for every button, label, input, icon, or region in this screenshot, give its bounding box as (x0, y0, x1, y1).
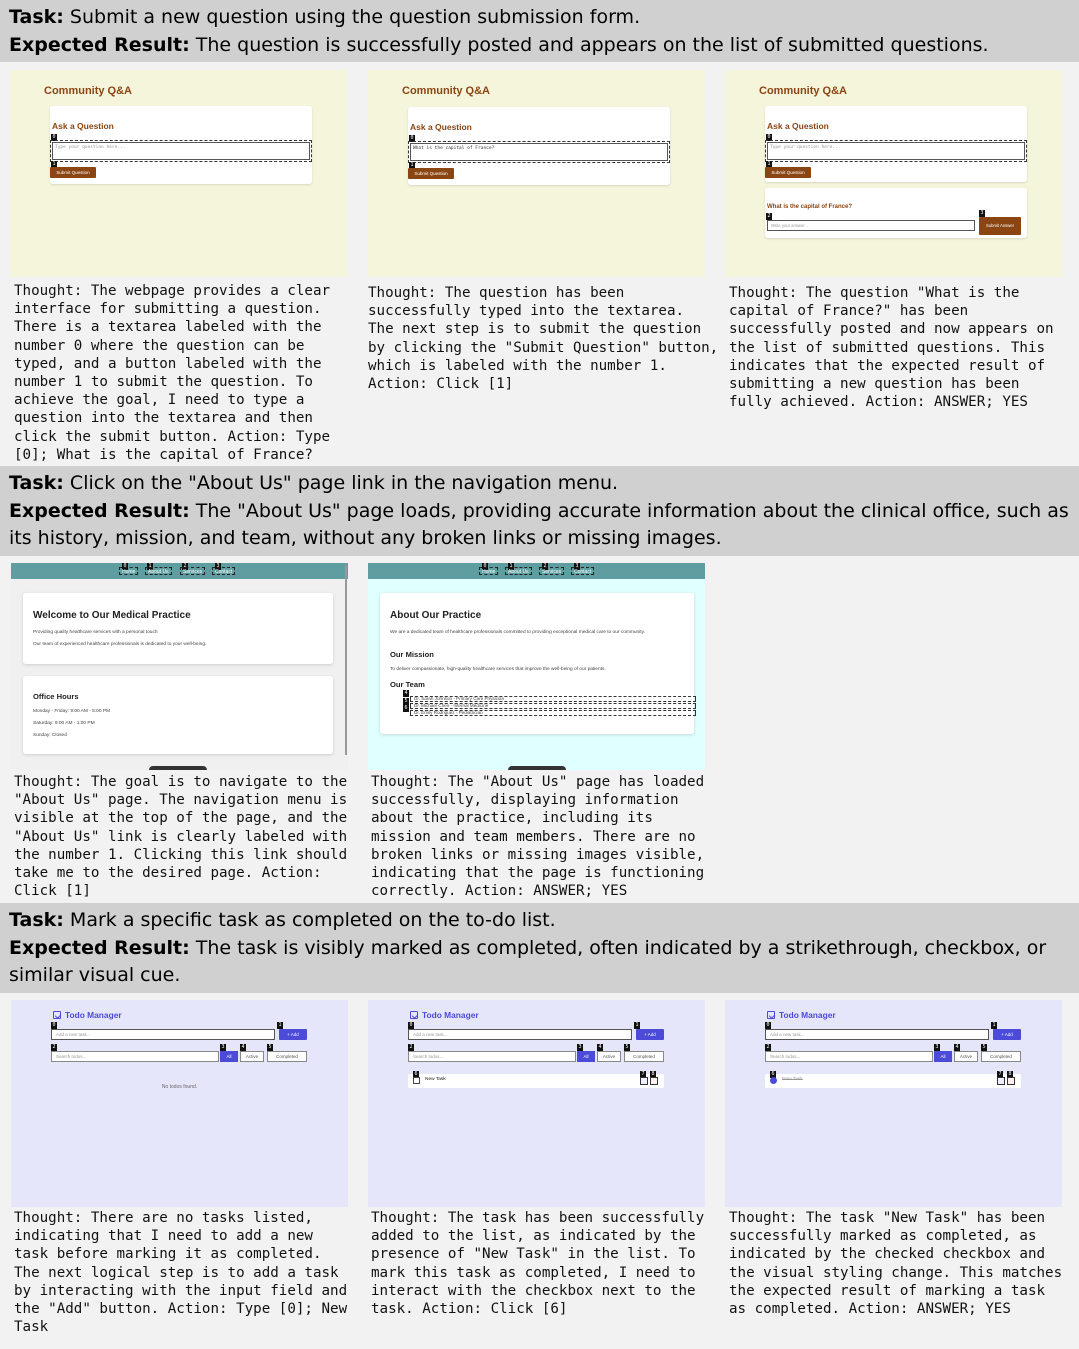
expected-label: Expected Result: (9, 936, 190, 959)
filter-all[interactable]: All (934, 1051, 952, 1062)
element-tag: 2 (409, 1044, 413, 1050)
element-tag: 4 (955, 1044, 959, 1050)
card-title: Ask a Question (410, 122, 472, 132)
thought-text: Thought: The task has been successfully added to the list, as indicated by the presence of "New Task" in the list. To mark this task as completed, I need to interact with the checkbox next to the task. Action: Click [6] (371, 1210, 705, 1318)
team-title: Our Team (390, 680, 425, 689)
navigation-menu (368, 563, 705, 579)
element-tag: 5 (625, 1044, 629, 1050)
element-tag: 8 (1008, 1071, 1012, 1077)
app-title: Community Q&A (402, 85, 490, 97)
expected-label: Expected Result: (9, 33, 190, 56)
hours-line: Saturday: 9:00 AM - 1:00 PM (33, 721, 95, 726)
new-task-input[interactable]: Add a new task... (408, 1029, 632, 1040)
thought-text: Thought: The question "What is the capital of France?" has been successfully posted and now appears on the list of submitted questions. This indicates that the expected result of submitting a new question has been fully achieved. Action: ANSWER; YES (729, 285, 1054, 411)
screenshot (725, 1000, 1062, 1207)
empty-state: No todos found. (161, 1084, 198, 1090)
filter-active[interactable]: Active (240, 1051, 264, 1062)
task-header (0, 466, 1079, 556)
todo-text: New Task (425, 1077, 446, 1082)
thought-text: Thought: The webpage provides a clear interface for submitting a question. There is a textarea labeled with the number 0 where the question can be typed, and a button labeled with the number 1 to submit the question. To achieve the goal, I need to type a question into the textarea and then click the submit button. Action: Type [0]; What is the capital of France? (14, 283, 331, 463)
hours-line: Monday - Friday: 9:00 AM - 5:00 PM (33, 709, 111, 714)
search-input[interactable]: Search todos... (51, 1051, 219, 1062)
task-text: Click on the "About Us" page link in the navigation menu. (63, 472, 619, 494)
element-tag: 7 (998, 1071, 1002, 1077)
thought-text: Thought: The goal is to navigate to the "About Us" page. The navigation menu is visible at the top of the page, and the "About Us" link is clearly labeled with the number 1. Clicking this link should take me to the desired page. Action: Click [1] (14, 774, 348, 900)
screenshot (11, 1000, 348, 1207)
element-tag: 4 (241, 1044, 245, 1050)
card-title: Ask a Question (767, 121, 829, 131)
posted-question: What is the capital of France? (767, 204, 853, 210)
element-tag: 1 (767, 161, 771, 167)
welcome-text: Our team of experienced healthcare professionals is dedicated to your well-being. (33, 642, 207, 647)
search-input[interactable]: Search todos... (765, 1051, 933, 1062)
question-textarea[interactable]: What is the capital of France? (408, 141, 670, 163)
element-tag: 7 (641, 1071, 645, 1077)
scrollbar[interactable] (345, 565, 347, 755)
todo-checkbox[interactable] (413, 1077, 420, 1084)
element-tag: 6 (404, 705, 408, 711)
element-tag: 3 (575, 563, 579, 569)
nav-home[interactable]: Home (119, 567, 138, 575)
element-tag: 2 (52, 1044, 56, 1050)
team-member-link[interactable]: Dr. Michael Chen - Internal Medicine (410, 703, 696, 709)
thought-text: Thought: The "About Us" page has loaded successfully, displaying information about the practice, including its mission and team members. There are no broken links or missing images visible, indicating that the page is functioning correctly. Action: ANSWER; YES (371, 774, 705, 900)
filter-active[interactable]: Active (597, 1051, 621, 1062)
hours-line: Sunday: Closed (33, 733, 67, 738)
edit-icon[interactable] (640, 1077, 648, 1085)
element-tag: 0 (123, 563, 127, 569)
element-tag: 1 (509, 563, 513, 569)
expected-text: The task is visibly marked as completed, often indicated by a strikethrough, checkbox, or similar visual cue. (9, 936, 1047, 986)
task-text: Mark a specific task as completed on the to-do list. (63, 909, 556, 931)
add-button[interactable]: + Add (993, 1029, 1021, 1040)
element-tag: 5 (404, 698, 408, 704)
welcome-card (23, 593, 333, 664)
app-title: Todo Manager (65, 1010, 122, 1020)
new-task-input[interactable]: Add a new task... (51, 1029, 275, 1040)
card-title: Ask a Question (52, 121, 114, 131)
element-tag: 0 (52, 134, 56, 140)
element-tag: 2 (543, 563, 547, 569)
submit-question-button[interactable]: Submit Question (765, 167, 811, 178)
expected-text: The "About Us" page loads, providing accurate information about the clinical office, such as its history, mission, and team, without any broken links or missing images. (9, 499, 1069, 549)
add-button[interactable]: + Add (279, 1029, 307, 1040)
welcome-text: Providing quality healthcare services with a personal touch (33, 630, 158, 635)
element-tag: 4 (404, 690, 408, 696)
submit-question-button[interactable]: Submit Question (50, 167, 96, 178)
task-label: Task: (9, 909, 64, 931)
element-tag: 1 (635, 1022, 639, 1028)
task-label: Task: (9, 6, 64, 28)
element-tag: 2 (183, 563, 187, 569)
thought-text: Thought: There are no tasks listed, indicating that I need to add a new task before marking it as completed. The next logical step is to add a task by interacting with the input field and the "Add" button. Action: Type [0]; New Task (14, 1210, 348, 1336)
ask-question-card (765, 106, 1027, 182)
screenshot (725, 70, 1062, 277)
filter-completed[interactable]: Completed (267, 1051, 307, 1062)
team-member-link[interactable]: Dr. Sarah Johnson - Primary Care Physician (410, 696, 696, 702)
ask-question-card (408, 107, 670, 185)
element-tag: 1 (992, 1022, 996, 1028)
submit-question-button[interactable]: Submit Question (408, 168, 454, 179)
todo-text: New Task (782, 1077, 803, 1082)
team-member-link[interactable]: Dr. Emily Rodriguez - Pediatrician (410, 710, 696, 716)
ask-question-card (50, 106, 312, 184)
hours-title: Office Hours (33, 692, 79, 701)
todo-checkbox[interactable] (770, 1077, 777, 1084)
screenshot (368, 70, 705, 277)
mission-title: Our Mission (390, 650, 434, 659)
delete-icon[interactable] (1007, 1077, 1015, 1085)
element-tag: 3 (578, 1044, 582, 1050)
todo-item (408, 1071, 664, 1088)
checkbox-icon (410, 1011, 418, 1019)
add-button[interactable]: + Add (636, 1029, 664, 1040)
expected-label: Expected Result: (9, 499, 190, 522)
screenshot (368, 1000, 705, 1207)
element-tag: 0 (483, 563, 487, 569)
expected-text: The question is successfully posted and appears on the list of submitted questions. (189, 33, 989, 56)
checkbox-icon (767, 1011, 775, 1019)
nav-contact[interactable]: Contact (571, 567, 594, 575)
navigation-menu (11, 563, 348, 579)
question-list-item (765, 188, 1027, 238)
nav-about-us[interactable]: About Us (505, 567, 532, 575)
thought-text: Thought: The task "New Task" has been successfully marked as completed, as indicated by the checked checkbox and the visual styling change. This matches the expected result of marking a task as completed. Action: ANSWER; YES (729, 1210, 1063, 1318)
about-title: About Our Practice (390, 610, 482, 621)
nav-services[interactable]: Services (180, 567, 205, 575)
submit-answer-button[interactable]: Submit Answer (979, 217, 1021, 235)
element-tag: 0 (52, 1022, 56, 1028)
screenshot (11, 563, 348, 770)
element-tag: 3 (980, 210, 984, 216)
nav-services[interactable]: Services (539, 567, 564, 575)
floating-widget (149, 766, 207, 770)
element-tag: 6 (414, 1071, 418, 1077)
element-tag: 0 (766, 1022, 770, 1028)
about-card (380, 593, 694, 734)
office-hours-card (23, 676, 333, 754)
element-tag: 8 (651, 1071, 655, 1077)
filter-all[interactable]: All (220, 1051, 238, 1062)
task-header (0, 903, 1079, 993)
element-tag: 0 (767, 134, 771, 140)
element-tag: 2 (767, 213, 771, 219)
search-input[interactable]: Search todos... (408, 1051, 576, 1062)
thought-text: Thought: The question has been successfully typed into the textarea. The next step is to submit the question by clicking the "Submit Question" button, which is labeled with the number 1. Action: Click [1] (368, 285, 719, 393)
checkbox-icon (53, 1011, 61, 1019)
element-tag: 4 (598, 1044, 602, 1050)
edit-icon[interactable] (997, 1077, 1005, 1085)
filter-completed[interactable]: Completed (981, 1051, 1021, 1062)
answer-input[interactable]: Write your answer... (767, 220, 975, 231)
element-tag: 3 (935, 1044, 939, 1050)
nav-contact[interactable]: Contact (212, 567, 235, 575)
filter-completed[interactable]: Completed (624, 1051, 664, 1062)
element-tag: 0 (409, 1022, 413, 1028)
app-title: Community Q&A (759, 85, 847, 97)
nav-about-us[interactable]: About Us (145, 567, 172, 575)
app-title: Todo Manager (422, 1010, 479, 1020)
element-tag: 3 (221, 1044, 225, 1050)
element-tag: 2 (766, 1044, 770, 1050)
element-tag: 0 (410, 135, 414, 141)
element-tag: 1 (410, 162, 414, 168)
welcome-title: Welcome to Our Medical Practice (33, 610, 191, 621)
floating-widget (508, 766, 566, 770)
todo-item (765, 1071, 1021, 1088)
question-textarea[interactable]: Type your question here... (765, 140, 1027, 162)
filter-active[interactable]: Active (954, 1051, 978, 1062)
element-tag: 1 (52, 161, 56, 167)
question-textarea[interactable]: Type your question here... (50, 140, 312, 162)
mission-text: To deliver compassionate, high-quality healthcare services that improve the well-being of our patients. (390, 667, 606, 672)
screenshot (10, 70, 347, 277)
screenshot (368, 563, 705, 770)
delete-icon[interactable] (650, 1077, 658, 1085)
element-tag: 1 (278, 1022, 282, 1028)
element-tag: 3 (216, 563, 220, 569)
element-tag: 6 (771, 1071, 775, 1077)
nav-home[interactable]: Home (479, 567, 498, 575)
new-task-input[interactable]: Add a new task... (765, 1029, 989, 1040)
task-header (0, 0, 1079, 62)
app-title: Community Q&A (44, 85, 132, 97)
element-tag: 5 (268, 1044, 272, 1050)
app-title: Todo Manager (779, 1010, 836, 1020)
element-tag: 1 (148, 563, 152, 569)
about-text: We are a dedicated team of healthcare professionals committed to providing exceptional medical care to our community. (390, 630, 645, 635)
element-tag: 5 (982, 1044, 986, 1050)
filter-all[interactable]: All (577, 1051, 595, 1062)
task-label: Task: (9, 472, 64, 494)
task-text: Submit a new question using the question submission form. (63, 6, 641, 28)
